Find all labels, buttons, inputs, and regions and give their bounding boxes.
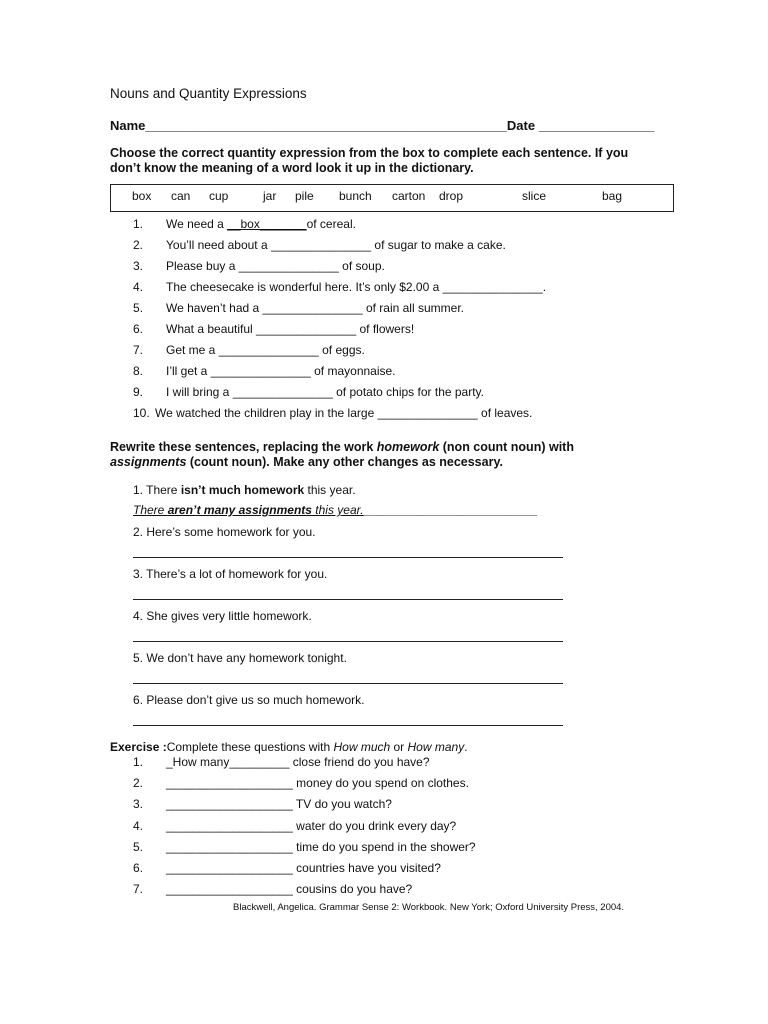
exercise-instructions bbox=[110, 740, 468, 754]
example-line: __________________________ bbox=[363, 503, 538, 517]
item-number: 2. bbox=[133, 238, 144, 252]
item-number: 9. bbox=[133, 385, 144, 399]
answer-blank: ___________________ bbox=[166, 882, 293, 896]
item-number: 3. bbox=[133, 259, 144, 273]
example-answer bbox=[133, 503, 537, 517]
exercise-option: How much bbox=[333, 740, 391, 754]
answer-line[interactable] bbox=[133, 725, 563, 726]
instr-text: (count noun). Make any other changes as necessary. bbox=[186, 455, 503, 469]
rewrite-item: 3. There’s a lot of homework for you. bbox=[133, 567, 328, 581]
question-rest: time do you spend in the shower? bbox=[292, 840, 476, 854]
exercise-item bbox=[166, 819, 456, 833]
part1-item: Get me a _______________ of eggs. bbox=[166, 343, 365, 357]
item-number: 4. bbox=[133, 819, 144, 833]
item-number: 4. bbox=[133, 280, 144, 294]
question-rest: money do you spend on clothes. bbox=[292, 776, 469, 790]
word-box-item: carton bbox=[392, 189, 426, 203]
answer-blank: ___________________ bbox=[166, 819, 293, 833]
item-number: 10. bbox=[133, 406, 150, 420]
instr-emph: assignments bbox=[110, 455, 187, 469]
part1-item: We haven’t had a _______________ of rain all summer. bbox=[166, 301, 464, 315]
example-emph: isn’t much homework bbox=[180, 483, 305, 497]
rewrite-item: 2. Here’s some homework for you. bbox=[133, 525, 316, 539]
answer-blank: ___________________ bbox=[166, 861, 293, 875]
exercise-item bbox=[166, 861, 441, 875]
item-number: 7. bbox=[133, 882, 144, 896]
answer-blank: ___________________ bbox=[166, 840, 293, 854]
item-number: 6. bbox=[133, 861, 144, 875]
item-number: 1. bbox=[133, 217, 144, 231]
exercise-item bbox=[166, 882, 412, 896]
question-rest: water do you drink every day? bbox=[292, 819, 457, 833]
instr-emph: homework bbox=[376, 440, 440, 454]
rewrite-item: 5. We don’t have any homework tonight. bbox=[133, 651, 347, 665]
rewrite-item: 4. She gives very little homework. bbox=[133, 609, 312, 623]
word-box-item: can bbox=[171, 189, 191, 203]
name-date-line: Name__________________________________________________Date ________________ bbox=[110, 118, 655, 133]
item-number: 1. bbox=[133, 755, 144, 769]
part1-item: I will bring a _______________ of potato chips for the party. bbox=[166, 385, 484, 399]
word-box bbox=[110, 184, 674, 212]
item-number: 5. bbox=[133, 840, 144, 854]
word-box-item: drop bbox=[439, 189, 464, 203]
answer-blank: ___________________ bbox=[166, 797, 293, 811]
item-number: 8. bbox=[133, 364, 144, 378]
example-part: 1. There bbox=[133, 483, 181, 497]
exercise-item bbox=[166, 797, 392, 811]
answer-blank: __box_______ bbox=[227, 217, 307, 231]
example-part: There bbox=[133, 503, 168, 517]
example-question bbox=[133, 483, 356, 497]
part1-item: The cheesecake is wonderful here. It’s only $2.00 a _______________. bbox=[166, 280, 547, 294]
word-box-item: cup bbox=[209, 189, 229, 203]
instr-text: (non count noun) with bbox=[439, 440, 574, 454]
question-rest: close friend do you have? bbox=[289, 755, 430, 769]
answer-line[interactable] bbox=[133, 683, 563, 684]
exercise-item bbox=[166, 776, 469, 790]
item-number: 7. bbox=[133, 343, 144, 357]
answer-line[interactable] bbox=[133, 599, 563, 600]
citation: Blackwell, Angelica. Grammar Sense 2: Workbook. New York; Oxford University Press, 2004. bbox=[233, 902, 625, 913]
answer-line[interactable] bbox=[133, 557, 563, 558]
exercise-text: Complete these questions with bbox=[166, 740, 334, 754]
section1-instructions: Choose the correct quantity expression from the box to complete each sentence. If you don’t know the meaning of a word look it up in the dictionary. bbox=[110, 146, 629, 175]
exercise-text: . bbox=[464, 740, 468, 754]
sentence-part: We need a bbox=[166, 217, 228, 231]
word-box-item: jar bbox=[263, 189, 277, 203]
exercise-option: How many bbox=[407, 740, 465, 754]
example-part: this year. bbox=[311, 503, 364, 517]
word-box-item: bag bbox=[602, 189, 623, 203]
question-rest: countries have you visited? bbox=[292, 861, 441, 875]
answer-blank: ___________________ bbox=[166, 776, 293, 790]
instr-text: Rewrite these sentences, replacing the work bbox=[110, 440, 377, 454]
sentence-part: of cereal. bbox=[306, 217, 356, 231]
part1-item: We watched the children play in the large _______________ of leaves. bbox=[155, 406, 533, 420]
section2-instructions bbox=[110, 440, 630, 470]
example-part: this year. bbox=[304, 483, 356, 497]
word-box-item: pile bbox=[295, 189, 314, 203]
word-box-item: box bbox=[132, 189, 152, 203]
item-number: 2. bbox=[133, 776, 144, 790]
question-rest: cousins do you have? bbox=[292, 882, 413, 896]
exercise-item bbox=[166, 755, 430, 769]
worksheet-title: Nouns and Quantity Expressions bbox=[110, 86, 307, 101]
part1-item bbox=[166, 217, 356, 231]
exercise-label: Exercise : bbox=[110, 740, 167, 754]
item-number: 6. bbox=[133, 322, 144, 336]
example-emph: aren’t many assignments bbox=[167, 503, 312, 517]
part1-item: You’ll need about a _______________ of sugar to make a cake. bbox=[166, 238, 506, 252]
exercise-item bbox=[166, 840, 476, 854]
answer-blank: _How many_________ bbox=[166, 755, 290, 769]
rewrite-item: 6. Please don’t give us so much homework. bbox=[133, 693, 365, 707]
word-box-item: slice bbox=[522, 189, 547, 203]
item-number: 5. bbox=[133, 301, 144, 315]
part1-item: I’ll get a _______________ of mayonnaise. bbox=[166, 364, 396, 378]
item-number: 3. bbox=[133, 797, 144, 811]
word-box-item: bunch bbox=[339, 189, 372, 203]
question-rest: TV do you watch? bbox=[292, 797, 392, 811]
answer-line[interactable] bbox=[133, 641, 563, 642]
exercise-text: or bbox=[390, 740, 408, 754]
part1-item: Please buy a _______________ of soup. bbox=[166, 259, 385, 273]
part1-item: What a beautiful _______________ of flowers! bbox=[166, 322, 415, 336]
